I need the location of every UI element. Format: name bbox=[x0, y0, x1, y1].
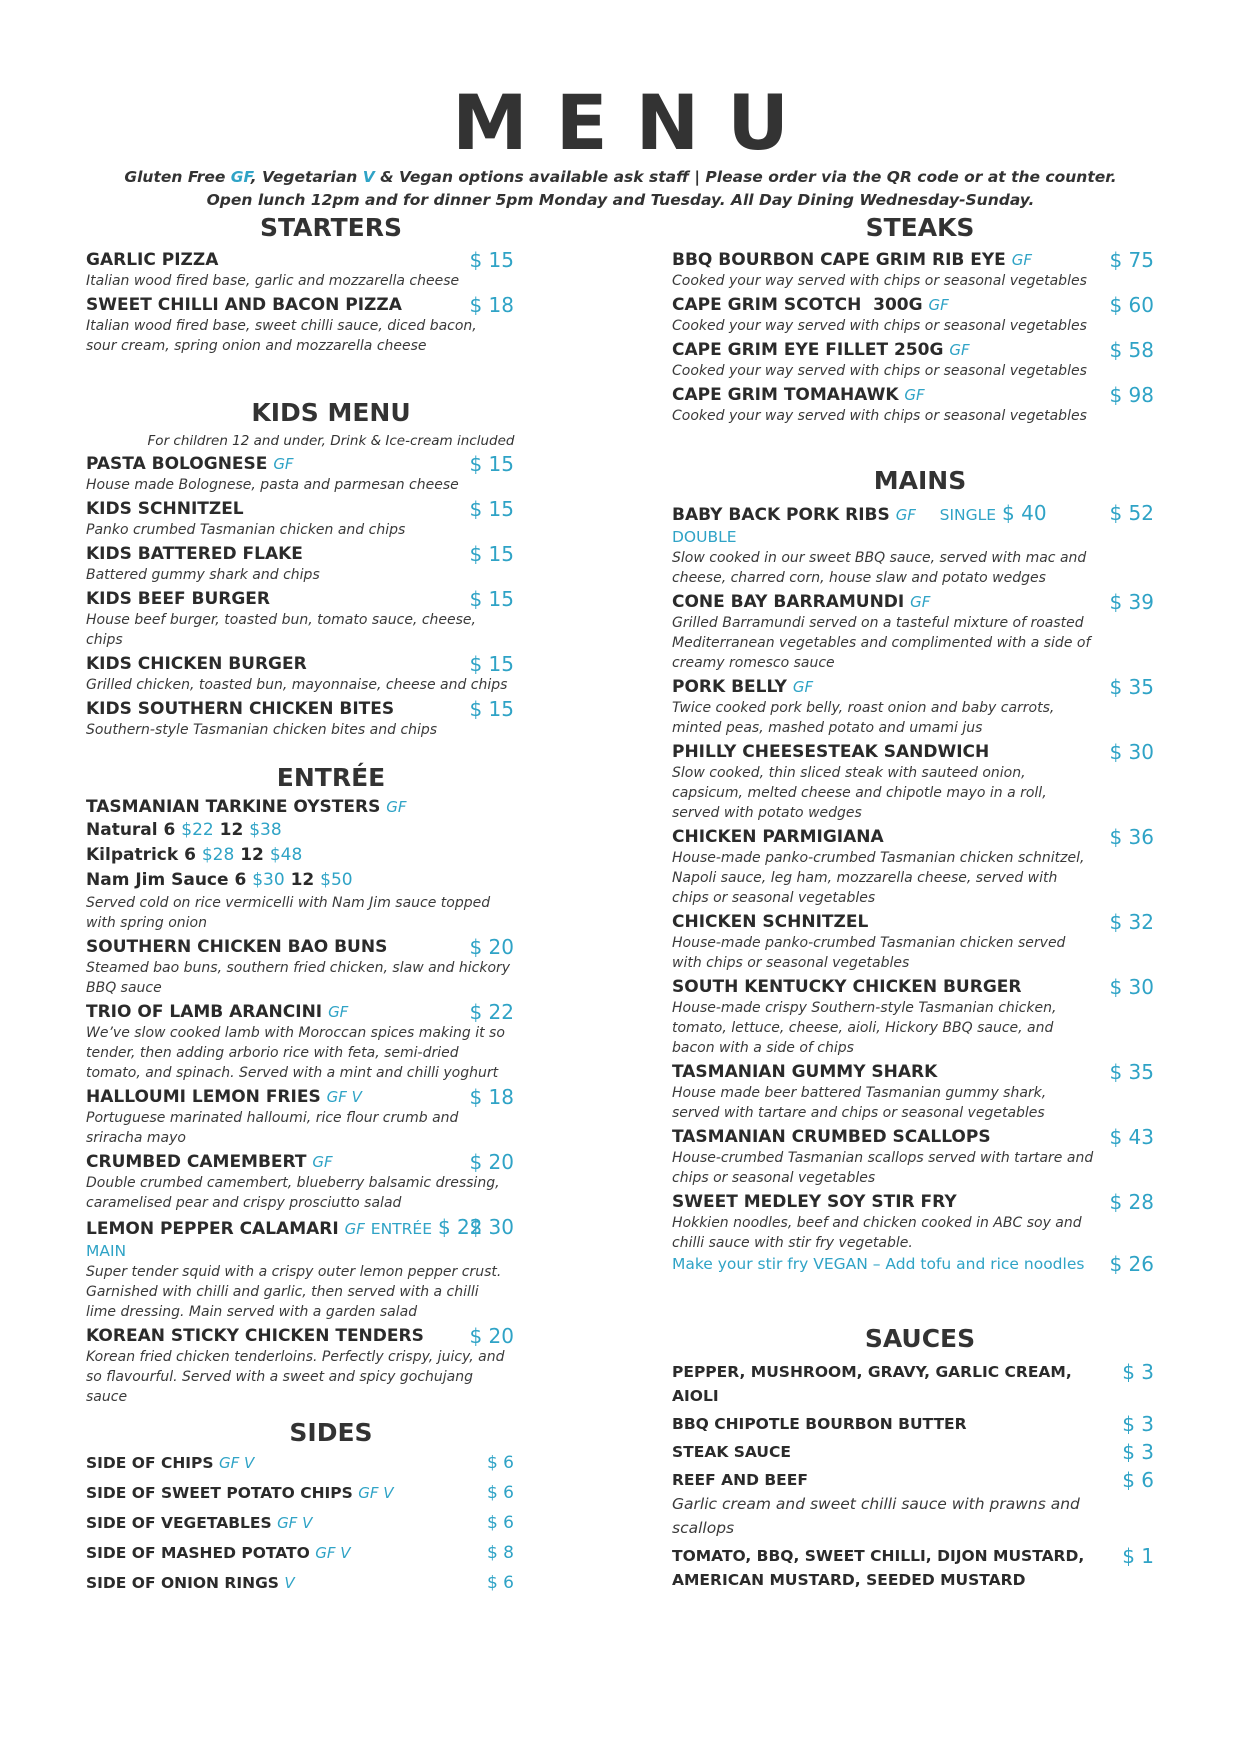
opening-hours: Open lunch 12pm and for dinner 5pm Monday and Tuesday. All Day Dining Wednesday-Sunday. bbox=[206, 191, 1035, 209]
item-price: $ 32 bbox=[1109, 910, 1154, 934]
gf-v-tag: GF V bbox=[277, 1514, 313, 1532]
item-price: $ 6 bbox=[486, 1513, 514, 1533]
kids-menu-section bbox=[86, 398, 576, 740]
gf-tag: GF bbox=[230, 168, 251, 186]
item-price: $ 30 bbox=[1109, 740, 1154, 764]
menu-item bbox=[672, 249, 1168, 291]
item-name: CAPE GRIM SCOTCH 300G GF bbox=[672, 295, 949, 315]
menu-item bbox=[672, 676, 1168, 738]
calamari-item bbox=[86, 1216, 576, 1322]
item-price: $ 6 bbox=[486, 1453, 514, 1473]
item-price: $ 1 bbox=[1122, 1544, 1154, 1568]
menu-item bbox=[86, 453, 576, 495]
item-desc: Korean fried chicken tenderloins. Perfectly crispy, juicy, and so flavourful. Served with a sweet and spicy gochujang sauce bbox=[86, 1349, 505, 1405]
item-desc: House made beer battered Tasmanian gummy shark, served with tartare and chips or seasonal vegetables bbox=[672, 1085, 1047, 1121]
menu-item bbox=[86, 936, 576, 998]
item-name: KIDS BATTERED FLAKE bbox=[86, 544, 303, 564]
side-item bbox=[86, 1538, 576, 1568]
item-name: KIDS SCHNITZEL bbox=[86, 499, 244, 519]
item-name: SOUTH KENTUCKY CHICKEN BURGER bbox=[672, 977, 1022, 997]
item-desc: Slow cooked in our sweet BBQ sauce, served with mac and cheese, charred corn, house slaw and potato wedges bbox=[672, 550, 1087, 586]
menu-item bbox=[86, 698, 576, 740]
oyster-option: Natural 6 $22 12 $38 bbox=[86, 820, 282, 840]
item-name: SIDE OF ONION RINGS V bbox=[86, 1574, 295, 1592]
gf-tag: GF bbox=[1011, 251, 1032, 269]
menu-item bbox=[86, 1001, 576, 1083]
item-price: $ 39 bbox=[1109, 590, 1154, 614]
item-desc: House beef burger, toasted bun, tomato sauce, cheese, chips bbox=[86, 612, 476, 648]
gf-tag: GF bbox=[273, 455, 294, 473]
gf-v-tag: GF V bbox=[219, 1454, 255, 1472]
item-name: SIDE OF CHIPS GF V bbox=[86, 1454, 255, 1472]
item-price: $ 35 bbox=[1109, 675, 1154, 699]
oysters-item bbox=[86, 796, 576, 933]
item-price: $ 52 bbox=[1109, 501, 1154, 525]
item-desc: We’ve slow cooked lamb with Moroccan spices making it so tender, then adding arborio rice with feta, semi-dried tomato, and spinach. Served with a mint and chilli yoghurt bbox=[86, 1025, 505, 1081]
item-desc: Slow cooked, thin sliced steak with sauteed onion, capsicum, melted cheese and chipotle mayo in a roll, served with potato wedges bbox=[672, 765, 1047, 821]
item-name: REEF AND BEEF bbox=[672, 1471, 808, 1489]
item-price: $ 3 bbox=[1122, 1412, 1154, 1436]
item-desc: Grilled Barramundi served on a tasteful mixture of roasted Mediterranean vegetables and complimented with a side of creamy romesco sauce bbox=[672, 615, 1091, 671]
item-price: $ 15 bbox=[469, 497, 514, 521]
gf-tag: GF bbox=[910, 593, 931, 611]
side-item bbox=[86, 1448, 576, 1478]
single-label: SINGLE bbox=[939, 506, 997, 524]
item-price: $ 15 bbox=[469, 697, 514, 721]
menu-item bbox=[672, 826, 1168, 908]
item-price: $ 30 bbox=[1109, 975, 1154, 999]
side-item bbox=[86, 1568, 576, 1598]
item-desc: Italian wood fired base, garlic and mozzarella cheese bbox=[86, 273, 460, 289]
item-name: KIDS BEEF BURGER bbox=[86, 589, 270, 609]
item-name: HALLOUMI LEMON FRIES GF V bbox=[86, 1087, 362, 1107]
mains-section bbox=[672, 466, 1168, 1275]
section-title: KIDS MENU bbox=[251, 398, 411, 427]
gf-tag: GF bbox=[904, 386, 925, 404]
item-desc: Southern-style Tasmanian chicken bites and chips bbox=[86, 722, 438, 738]
entree-section bbox=[86, 763, 576, 1407]
sides-section bbox=[86, 1418, 576, 1598]
menu-title: MENU bbox=[452, 78, 817, 167]
item-name: CHICKEN SCHNITZEL bbox=[672, 912, 869, 932]
sauce-item bbox=[672, 1468, 1168, 1540]
item-desc: Double crumbed camembert, blueberry balsamic dressing, caramelised pear and crispy prosciutto salad bbox=[86, 1175, 500, 1211]
item-price: $ 15 bbox=[469, 542, 514, 566]
main-label: MAIN bbox=[86, 1242, 127, 1260]
item-price: $ 28 bbox=[1109, 1190, 1154, 1214]
item-price: $ 3 bbox=[1122, 1360, 1154, 1384]
item-name: SWEET MEDLEY SOY STIR FRY bbox=[672, 1192, 957, 1212]
menu-item bbox=[86, 498, 576, 540]
menu-item bbox=[86, 294, 576, 356]
entree-label: ENTRÉE bbox=[370, 1220, 433, 1238]
info-text: Gluten Free bbox=[124, 168, 231, 186]
gf-tag: GF bbox=[928, 296, 949, 314]
item-desc: Steamed bao buns, southern fried chicken, slaw and hickory BBQ sauce bbox=[86, 960, 511, 996]
info-text: & Vegan options available ask staff | Please order via the QR code or at the counter. bbox=[374, 168, 1117, 186]
oyster-option: Nam Jim Sauce 6 $30 12 $50 bbox=[86, 870, 353, 890]
item-name: BBQ CHIPOTLE BOURBON BUTTER bbox=[672, 1415, 967, 1433]
item-price: $ 43 bbox=[1109, 1125, 1154, 1149]
item-name: PORK BELLY GF bbox=[672, 677, 814, 697]
item-name: SWEET CHILLI AND BACON PIZZA bbox=[86, 295, 402, 315]
item-price: $ 60 bbox=[1109, 293, 1154, 317]
item-name: CONE BAY BARRAMUNDI GF bbox=[672, 592, 931, 612]
item-name: GARLIC PIZZA bbox=[86, 250, 219, 270]
menu-item bbox=[86, 1325, 576, 1407]
item-name: CRUMBED CAMEMBERT GF bbox=[86, 1152, 333, 1172]
section-title: STEAKS bbox=[865, 213, 975, 242]
item-desc: Battered gummy shark and chips bbox=[86, 567, 320, 583]
item-price: $ 18 bbox=[469, 1085, 514, 1109]
starters-section bbox=[86, 213, 576, 356]
gf-v-tag: GF V bbox=[315, 1544, 351, 1562]
item-name: KIDS CHICKEN BURGER bbox=[86, 654, 307, 674]
item-price: $ 6 bbox=[486, 1573, 514, 1593]
v-tag: V bbox=[362, 168, 375, 186]
item-name: SOUTHERN CHICKEN BAO BUNS bbox=[86, 937, 388, 957]
v-tag: V bbox=[284, 1574, 295, 1592]
item-name: CAPE GRIM TOMAHAWK GF bbox=[672, 385, 925, 405]
item-desc: Twice cooked pork belly, roast onion and baby carrots, minted peas, mashed potato and umami jus bbox=[672, 700, 1055, 736]
item-desc: Panko crumbed Tasmanian chicken and chips bbox=[86, 522, 406, 538]
gf-tag: GF bbox=[328, 1003, 349, 1021]
item-price: $ 20 bbox=[469, 935, 514, 959]
item-desc: Cooked your way served with chips or seasonal vegetables bbox=[672, 363, 1087, 379]
item-name: SIDE OF MASHED POTATO GF V bbox=[86, 1544, 351, 1562]
menu-item bbox=[86, 1086, 576, 1148]
item-price: $ 75 bbox=[1109, 248, 1154, 272]
item-name: TASMANIAN CRUMBED SCALLOPS bbox=[672, 1127, 991, 1147]
gf-v-tag: GF V bbox=[326, 1088, 362, 1106]
menu-item bbox=[86, 588, 576, 650]
item-desc: Portuguese marinated halloumi, rice flour crumb and sriracha mayo bbox=[86, 1110, 459, 1146]
item-name: SIDE OF SWEET POTATO CHIPS GF V bbox=[86, 1484, 394, 1502]
item-name: BABY BACK PORK RIBS GF SINGLE $ 40 DOUBLE bbox=[672, 501, 1047, 546]
item-price: $ 36 bbox=[1109, 825, 1154, 849]
item-name: PEPPER, MUSHROOM, GRAVY, GARLIC CREAM, AIOLI bbox=[672, 1363, 1072, 1405]
item-name: PASTA BOLOGNESE GF bbox=[86, 454, 294, 474]
gf-tag: GF bbox=[386, 798, 407, 816]
item-name: BBQ BOURBON CAPE GRIM RIB EYE GF bbox=[672, 250, 1032, 270]
gf-tag: GF bbox=[792, 678, 814, 696]
item-price: $ 58 bbox=[1109, 338, 1154, 362]
item-price: $ 3 bbox=[1122, 1440, 1154, 1464]
menu-item bbox=[672, 976, 1168, 1058]
item-desc: House made Bolognese, pasta and parmesan cheese bbox=[86, 477, 459, 493]
item-desc: House-made panko-crumbed Tasmanian chicken schnitzel, Napoli sauce, leg ham, mozzarella cheese, served with chips or seasonal vegetables bbox=[672, 850, 1085, 906]
steaks-section bbox=[672, 213, 1168, 426]
item-desc: Italian wood fired base, sweet chilli sauce, diced bacon, sour cream, spring onion and mozzarella cheese bbox=[86, 318, 477, 354]
side-item bbox=[86, 1478, 576, 1508]
section-title: ENTRÉE bbox=[276, 763, 386, 792]
menu-item bbox=[86, 543, 576, 585]
menu-item bbox=[86, 249, 576, 291]
item-price: $ 18 bbox=[469, 293, 514, 317]
item-price: $ 20 bbox=[469, 1324, 514, 1348]
menu-item bbox=[672, 384, 1168, 426]
item-name: TASMANIAN TARKINE OYSTERS GF bbox=[86, 797, 407, 817]
item-price: $ 30 bbox=[469, 1215, 514, 1239]
item-price: $ 6 bbox=[1122, 1468, 1154, 1492]
menu-item bbox=[672, 911, 1168, 973]
item-name: STEAK SAUCE bbox=[672, 1443, 791, 1461]
item-desc: Hokkien noodles, beef and chicken cooked in ABC soy and chilli sauce with stir fry vegetable. bbox=[672, 1215, 1082, 1251]
item-price: $ 20 bbox=[469, 1150, 514, 1174]
item-name: TOMATO, BBQ, SWEET CHILLI, DIJON MUSTARD, AMERICAN MUSTARD, SEEDED MUSTARD bbox=[672, 1547, 1085, 1589]
menu-item bbox=[86, 1151, 576, 1213]
gf-tag: GF bbox=[949, 341, 970, 359]
item-desc: Cooked your way served with chips or seasonal vegetables bbox=[672, 408, 1087, 424]
menu-item bbox=[672, 294, 1168, 336]
double-label: DOUBLE bbox=[672, 528, 737, 546]
item-desc: Cooked your way served with chips or seasonal vegetables bbox=[672, 273, 1087, 289]
stir-fry-item bbox=[672, 1191, 1168, 1275]
item-name: PHILLY CHEESESTEAK SANDWICH bbox=[672, 742, 990, 762]
menu-item bbox=[672, 591, 1168, 673]
item-name: CHICKEN PARMIGIANA bbox=[672, 827, 884, 847]
item-name: KIDS SOUTHERN CHICKEN BITES bbox=[86, 699, 395, 719]
item-price: $ 8 bbox=[486, 1543, 514, 1563]
item-price: $ 15 bbox=[469, 652, 514, 676]
item-name: CAPE GRIM EYE FILLET 250G GF bbox=[672, 340, 970, 360]
ribs-item bbox=[672, 502, 1168, 588]
sauce-item bbox=[672, 1544, 1168, 1592]
item-name: LEMON PEPPER CALAMARI GF ENTRÉE $ 22 MAIN bbox=[86, 1215, 483, 1260]
item-name: SIDE OF VEGETABLES GF V bbox=[86, 1514, 313, 1532]
gf-v-tag: GF V bbox=[358, 1484, 394, 1502]
menu-item bbox=[672, 339, 1168, 381]
sauce-item bbox=[672, 1360, 1168, 1408]
item-price: $ 15 bbox=[469, 587, 514, 611]
menu-item bbox=[86, 653, 576, 695]
sauce-item bbox=[672, 1412, 1168, 1436]
entree-price: $ 22 bbox=[437, 1215, 483, 1239]
menu-item bbox=[672, 1126, 1168, 1188]
side-item bbox=[86, 1508, 576, 1538]
section-title: SAUCES bbox=[864, 1324, 976, 1353]
gf-tag: GF bbox=[312, 1153, 333, 1171]
item-name: TASMANIAN GUMMY SHARK bbox=[672, 1062, 938, 1082]
item-price: $ 15 bbox=[469, 248, 514, 272]
section-note: For children 12 and under, Drink & Ice-cream included bbox=[147, 433, 515, 449]
section-title: SIDES bbox=[289, 1418, 373, 1447]
vegan-price: $ 26 bbox=[1109, 1252, 1154, 1276]
sauces-section bbox=[672, 1324, 1168, 1592]
oyster-option: Kilpatrick 6 $28 12 $48 bbox=[86, 845, 303, 865]
single-price: $ 40 bbox=[1002, 501, 1047, 525]
info-text: , Vegetarian bbox=[250, 168, 363, 186]
item-desc: Cooked your way served with chips or seasonal vegetables bbox=[672, 318, 1087, 334]
sauce-item bbox=[672, 1440, 1168, 1464]
menu-item bbox=[672, 1061, 1168, 1123]
item-desc: House-crumbed Tasmanian scallops served with tartare and chips or seasonal vegetables bbox=[672, 1150, 1094, 1186]
menu-item bbox=[672, 741, 1168, 823]
item-desc: Grilled chicken, toasted bun, mayonnaise, cheese and chips bbox=[86, 677, 508, 693]
gf-tag: GF bbox=[895, 506, 916, 524]
item-price: $ 6 bbox=[486, 1483, 514, 1503]
item-desc: Super tender squid with a crispy outer lemon pepper crust. Garnished with chilli and garlic, then served with a chilli lime dressing. Main served with a garden salad bbox=[86, 1264, 502, 1320]
item-desc: House-made crispy Southern-style Tasmanian chicken, tomato, lettuce, cheese, aioli, Hickory BBQ sauce, and bacon with a side of chips bbox=[672, 1000, 1057, 1056]
item-name: KOREAN STICKY CHICKEN TENDERS bbox=[86, 1326, 424, 1346]
item-desc: Garlic cream and sweet chilli sauce with prawns and scallops bbox=[672, 1495, 1080, 1537]
dietary-info bbox=[0, 166, 1241, 188]
item-price: $ 98 bbox=[1109, 383, 1154, 407]
item-desc: Served cold on rice vermicelli with Nam Jim sauce topped with spring onion bbox=[86, 895, 491, 931]
item-price: $ 22 bbox=[469, 1000, 514, 1024]
item-price: $ 15 bbox=[469, 452, 514, 476]
item-desc: House-made panko-crumbed Tasmanian chicken served with chips or seasonal vegetables bbox=[672, 935, 1066, 971]
gf-tag: GF bbox=[344, 1220, 365, 1238]
item-name: TRIO OF LAMB ARANCINI GF bbox=[86, 1002, 349, 1022]
item-price: $ 35 bbox=[1109, 1060, 1154, 1084]
section-title: STARTERS bbox=[260, 213, 402, 242]
section-title: MAINS bbox=[873, 466, 967, 495]
vegan-option: Make your stir fry VEGAN – Add tofu and rice noodles bbox=[672, 1255, 1085, 1273]
